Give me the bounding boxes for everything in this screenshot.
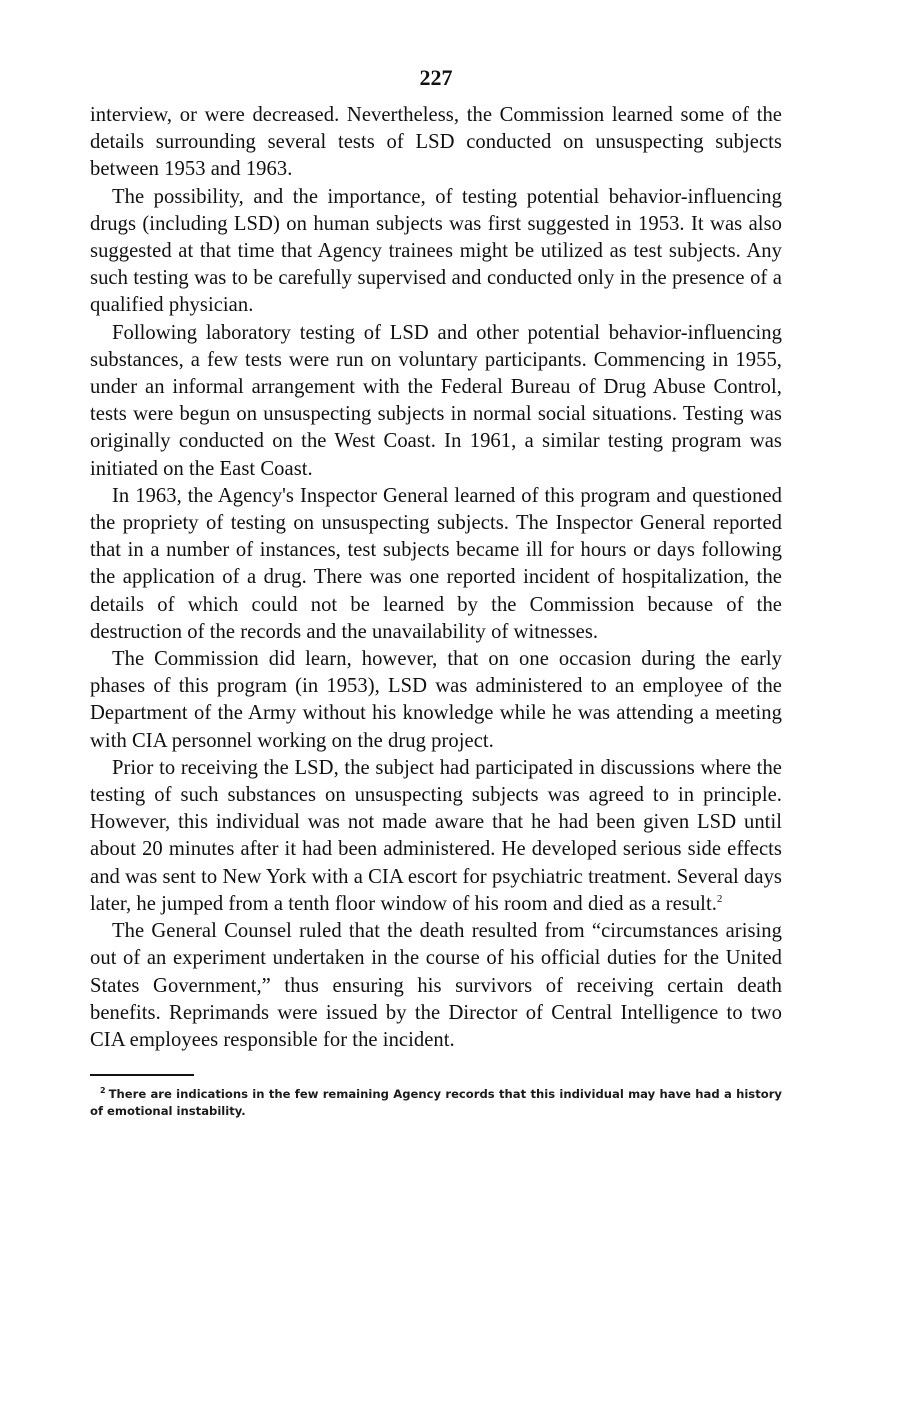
- paragraph-testing-proposal: The possibility, and the importance, of testing potential behavior-influencing drugs (including LSD) on human subjects was first suggested in 1953. It was also suggested at that time that Agency trainees might be utilized as test subjects. Any such testing was to be carefully supervised and conducted only in the presence of a qualified physician.: [90, 185, 782, 317]
- paragraph-general-counsel: The General Counsel ruled that the death resulted from “circumstances arising out of an experiment undertaken in the course of his official duties for the United States Government,” thus ensuring his survivors of receiving certain death benefits. Reprimands were issued by the Director of Central Intelligence to two CIA employees responsible for the incident.: [90, 920, 782, 1051]
- paragraph-army-employee: The Commission did learn, however, that on one occasion during the early phases of this program (in 1953), LSD was administered to an employee of the Department of the Army without his knowledge while he was attending a meeting with CIA personnel working on the drug project.: [90, 648, 782, 752]
- document-page: [90, 60, 782, 1120]
- footnote: [90, 1086, 782, 1120]
- footnote-divider: [90, 1074, 194, 1076]
- footnote-mark: 2: [100, 1086, 106, 1096]
- paragraph-subject-outcome: [90, 755, 782, 918]
- footnote-text: There are indications in the few remaining Agency records that this individual may have had a history of emotional instability.: [90, 1087, 782, 1119]
- body-text: [90, 102, 782, 1054]
- footnote-reference: 2: [716, 893, 723, 906]
- paragraph-continuation: interview, or were decreased. Nevertheless, the Commission learned some of the details surrounding several tests of LSD conducted on unsuspecting subjects between 1953 and 1963.: [90, 104, 782, 181]
- page-number: 227: [419, 65, 453, 90]
- paragraph-inspector-general: In 1963, the Agency's Inspector General learned of this program and questioned the propriety of testing on unsuspecting subjects. The Inspector General reported that in a number of instances, test subjects became ill for hours or days following the application of a drug. There was one reported incident of hospitalization, the details of which could not be learned by the Commission because of the destruction of the records and the unavailability of witnesses.: [90, 484, 782, 643]
- paragraph-unsuspecting-tests: Following laboratory testing of LSD and other potential behavior-influencing substances, a few tests were run on voluntary participants. Commencing in 1955, under an informal arrangement with the Federal Bureau of Drug Abuse Control, tests were begun on unsuspecting subjects in normal social situations. Testing was originally conducted on the West Coast. In 1961, a similar testing program was initiated on the East Coast.: [90, 321, 782, 480]
- paragraph-subject-outcome-text: Prior to receiving the LSD, the subject had participated in discussions where the testing of such substances on unsuspecting subjects was agreed to in principle. However, this individual was not made aware that he had been given LSD until about 20 minutes after it had been administered. He developed serious side effects and was sent to New York with a CIA escort for psychiatric treatment. Several days later, he jumped from a tenth floor window of his room and died as a result.: [90, 756, 782, 915]
